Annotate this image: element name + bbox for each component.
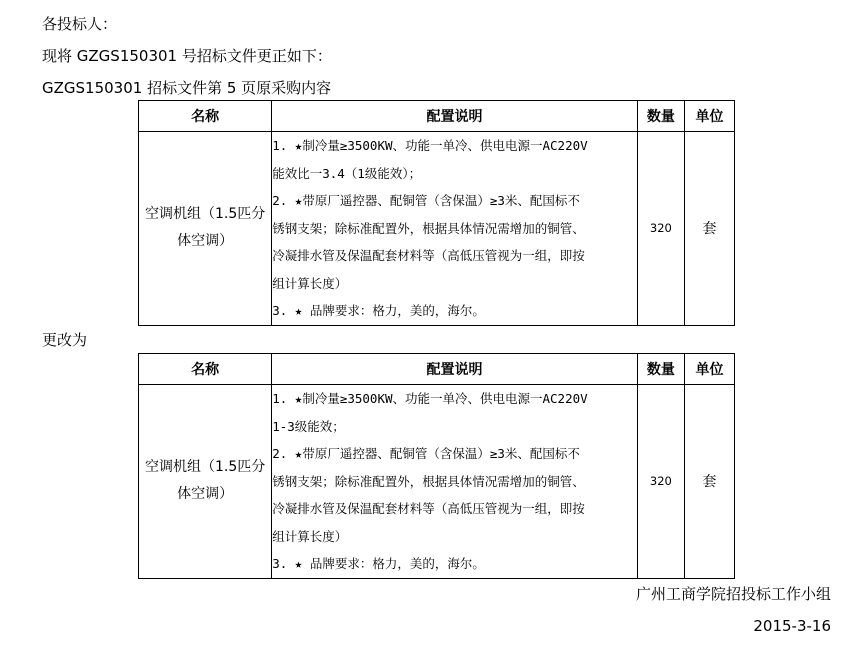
item-description bbox=[272, 132, 638, 326]
item-name: 空调机组（1.5匹分体空调） bbox=[139, 385, 272, 579]
desc-line: 1-3级能效； bbox=[272, 418, 345, 434]
intro-text: 现将 GZGS150301 号招标文件更正如下： bbox=[42, 47, 332, 65]
desc-line: 1. ★制冷量≥3500KW、功能一单冷、供电电源一AC220V bbox=[272, 391, 588, 406]
header-name: 名称 bbox=[139, 354, 272, 385]
desc-line: 冷凝排水管及保温配套材料等（高低压管视为一组，即按 bbox=[272, 501, 585, 516]
desc-line: 能效比一3.4（1级能效）； bbox=[272, 165, 422, 181]
table-row bbox=[139, 132, 735, 326]
header-desc: 配置说明 bbox=[272, 354, 638, 385]
item-description bbox=[272, 385, 638, 579]
original-spec-table bbox=[138, 100, 735, 326]
header-qty: 数量 bbox=[637, 101, 684, 132]
desc-line: 组计算长度） bbox=[272, 528, 348, 544]
item-name: 空调机组（1.5匹分体空调） bbox=[139, 132, 272, 326]
desc-line: 锈钢支架；除标准配置外，根据具体情况需增加的铜管、 bbox=[272, 220, 585, 236]
header-qty: 数量 bbox=[637, 354, 684, 385]
desc-line: 2. ★带原厂遥控器、配铜管（含保温）≥3米、配国标不 bbox=[272, 446, 580, 461]
desc-line: 3. ★ 品牌要求：格力，美的，海尔。 bbox=[272, 556, 485, 571]
item-unit: 套 bbox=[684, 385, 734, 579]
header-unit: 单位 bbox=[684, 101, 734, 132]
desc-line: 组计算长度） bbox=[272, 275, 348, 291]
table-row bbox=[139, 385, 735, 579]
desc-line: 冷凝排水管及保温配套材料等（高低压管视为一组，即按 bbox=[272, 248, 585, 263]
greeting: 各投标人： bbox=[42, 15, 118, 33]
change-heading: 更改为 bbox=[42, 331, 88, 349]
desc-line: 1. ★制冷量≥3500KW、功能一单冷、供电电源一AC220V bbox=[272, 138, 588, 153]
signature: 广州工商学院招投标工作小组 bbox=[635, 585, 831, 603]
header-name: 名称 bbox=[139, 101, 272, 132]
desc-line: 2. ★带原厂遥控器、配铜管（含保温）≥3米、配国标不 bbox=[272, 193, 580, 208]
item-quantity: 320 bbox=[637, 132, 684, 326]
date: 2015-3-16 bbox=[753, 617, 831, 635]
item-quantity: 320 bbox=[637, 385, 684, 579]
header-unit: 单位 bbox=[684, 354, 734, 385]
header-desc: 配置说明 bbox=[272, 101, 638, 132]
desc-line: 锈钢支架；除标准配置外，根据具体情况需增加的铜管、 bbox=[272, 473, 585, 489]
table-header-row bbox=[139, 101, 735, 132]
original-heading: GZGS150301 招标文件第 5 页原采购内容 bbox=[42, 79, 332, 97]
table-header-row bbox=[139, 354, 735, 385]
desc-line: 3. ★ 品牌要求：格力，美的，海尔。 bbox=[272, 303, 485, 318]
item-unit: 套 bbox=[684, 132, 734, 326]
changed-spec-table bbox=[138, 353, 735, 579]
